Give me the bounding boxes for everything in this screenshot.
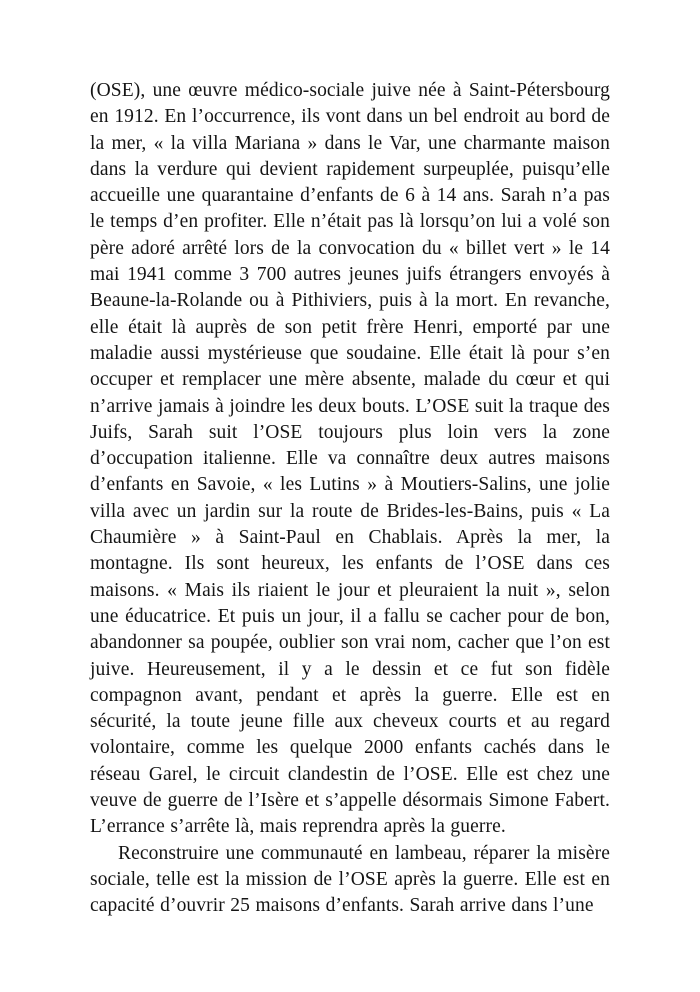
paragraph-1: (OSE), une œuvre médico-sociale juive née à Saint-Pétersbourg en 1912. En l’occurrence, ils vont dans un bel endroit au bord de la mer, « la villa Mariana » dans le Var, une charmante maison dans la verdure qui devient rapidement surpeuplée, puisqu’elle accueille une quarantaine d’enfants de 6 à 14 ans. Sarah n’a pas le temps d’en profiter. Elle n’était pas là lorsqu’on lui a volé son père adoré arrêté lors de la convocation du « billet vert » le 14 mai 1941 comme 3 700 autres jeunes juifs étrangers envoyés à Beaune-la-Rolande ou à Pithiviers, puis à la mort. En revanche, elle était là auprès de son petit frère Henri, emporté par une maladie aussi mystérieuse que soudaine. Elle était là pour s’en occuper et remplacer une mère absente, malade du cœur et qui n’arrive jamais à joindre les deux bouts. L’OSE suit la traque des Juifs, Sarah suit l’OSE toujours plus loin vers la zone d’occupation italienne. Elle va connaître deux autres maisons d’enfants en Savoie, « les Lutins » à Moutiers-Salins, une jolie villa avec un jardin sur la route de Brides-les-Bains, puis « La Chaumière » à Saint-Paul en Chablais. Après la mer, la montagne. Ils sont heureux, les enfants de l’OSE dans ces maisons. « Mais ils riaient le jour et pleuraient la nuit », selon une éducatrice. Et puis un jour, il a fallu se cacher pour de bon, abandonner sa poupée, oublier son vrai nom, cacher que l’on est juive. Heureusement, il y a le dessin et ce fut son fidèle compagnon avant, pendant et après la guerre. Elle est en sécurité, la toute jeune fille aux cheveux courts et au regard volontaire, comme les quelque 2000 enfants cachés dans le réseau Garel, le circuit clandestin de l’OSE. Elle est chez une veuve de guerre de l’Isère et s’appelle désormais Simone Fabert. L’errance s’arrête là, mais reprendra après la guerre. <box>90 80 610 838</box>
body-text <box>90 78 610 920</box>
paragraph-2: Reconstruire une communauté en lambeau, réparer la misère sociale, telle est la mission de l’OSE après la guerre. Elle est en capacité d’ouvrir 25 maisons d’enfants. Sarah arrive dans l’une <box>90 842 610 917</box>
